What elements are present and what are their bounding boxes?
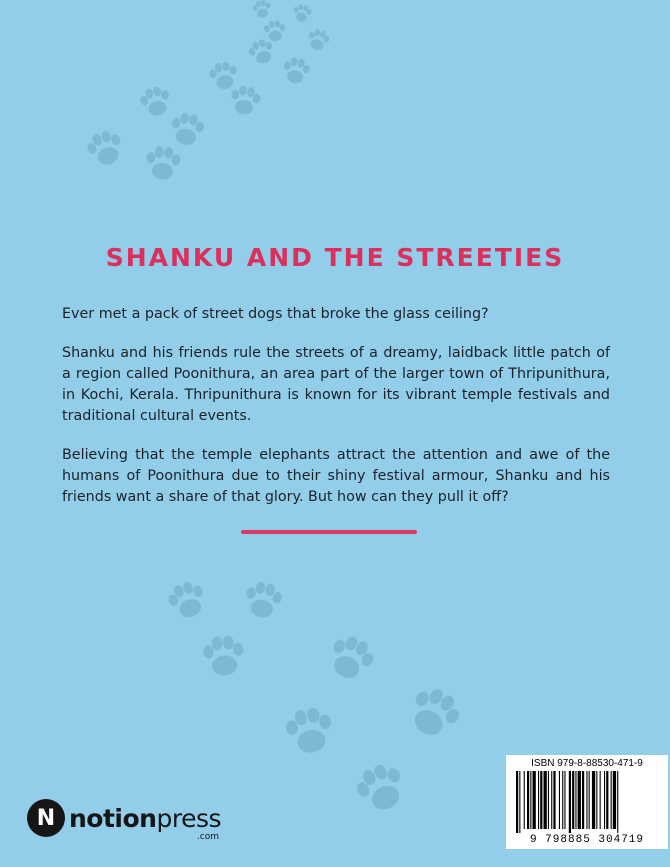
barcode-bar	[572, 771, 574, 829]
paw-print-icon	[202, 634, 246, 677]
divider-line	[241, 530, 417, 534]
barcode-bar	[613, 771, 616, 829]
barcode-bar	[548, 771, 549, 829]
paw-print-icon	[283, 705, 335, 756]
barcode-bar	[611, 771, 612, 829]
barcode-icon	[512, 771, 662, 833]
barcode-bar	[575, 771, 576, 829]
paw-print-icon	[351, 758, 411, 817]
barcode-bar	[589, 771, 590, 829]
paw-print-icon	[246, 37, 277, 68]
book-blurb	[62, 304, 610, 526]
barcode-bar	[559, 771, 560, 829]
barcode-bar	[538, 771, 539, 829]
barcode-bar	[578, 771, 581, 829]
paw-print-icon	[323, 630, 378, 685]
barcode-bar	[533, 771, 536, 829]
barcode-bar	[540, 771, 542, 829]
publisher-logo	[27, 796, 221, 840]
barcode-bar	[524, 771, 525, 829]
paw-trail-top	[84, 0, 331, 181]
blurb-paragraph-2: Shanku and his friends rule the streets of a dreamy, laidback little patch of a region called Poonithura, an area part of the larger town of Thripunithura, in Kochi, Kerala. Thripunithura is known for its vibrant temple festivals and traditional cultural events.	[62, 345, 610, 424]
paw-print-icon	[243, 580, 284, 620]
barcode-bar	[553, 771, 555, 829]
barcode-bar	[606, 771, 608, 829]
book-title: SHANKU AND THE STREETIES	[105, 243, 565, 272]
barcode-bar	[530, 771, 531, 829]
publisher-name	[69, 803, 221, 842]
barcode-bar	[564, 771, 565, 829]
blurb-paragraph-3: Believing that the temple elephants attract the attention and awe of the humans of Poonithura due to their shiny festival armour, Shanku and his friends want a share of that glory. But how can they pull it off?	[62, 447, 610, 505]
barcode-bar	[586, 771, 587, 829]
barcode-bar	[582, 771, 584, 829]
barcode-bar	[551, 771, 552, 829]
paw-print-icon	[281, 56, 311, 85]
isbn-barcode	[506, 755, 668, 849]
barcode-bar	[544, 771, 547, 829]
barcode-bar	[604, 771, 605, 829]
paw-print-icon	[84, 127, 127, 170]
paw-print-icon	[169, 111, 206, 148]
paw-print-icon	[208, 60, 240, 91]
barcode-bar	[569, 771, 571, 833]
barcode-bar	[596, 771, 597, 829]
publisher-domain-suffix: .com	[196, 831, 219, 842]
paw-print-icon	[403, 681, 467, 744]
barcode-bar	[617, 771, 618, 833]
paw-print-icon	[264, 20, 287, 42]
paw-print-icon	[292, 3, 313, 23]
notionpress-logo-icon: N	[27, 799, 65, 837]
paw-print-icon	[145, 145, 182, 181]
paw-trail-bottom	[165, 578, 466, 818]
paw-print-icon	[252, 0, 273, 19]
barcode-bar	[519, 771, 520, 833]
publisher-name-bold: notion	[69, 803, 157, 833]
barcode-bar	[592, 771, 595, 829]
blurb-paragraph-1: Ever met a pack of street dogs that broke the glass ceiling?	[62, 306, 489, 322]
paw-print-icon	[138, 84, 174, 119]
barcode-number: 9 798885 304719	[529, 834, 645, 846]
paw-print-icon	[305, 27, 331, 52]
barcode-bar	[600, 771, 601, 829]
paw-print-icon	[165, 578, 210, 623]
barcode-bar	[527, 771, 529, 829]
publisher-name-light: press	[156, 803, 221, 833]
barcode-bar	[562, 771, 563, 829]
barcode-bar	[516, 771, 518, 833]
isbn-label: ISBN 979-8-88530-471-9	[531, 758, 643, 769]
paw-print-icon	[228, 84, 262, 117]
